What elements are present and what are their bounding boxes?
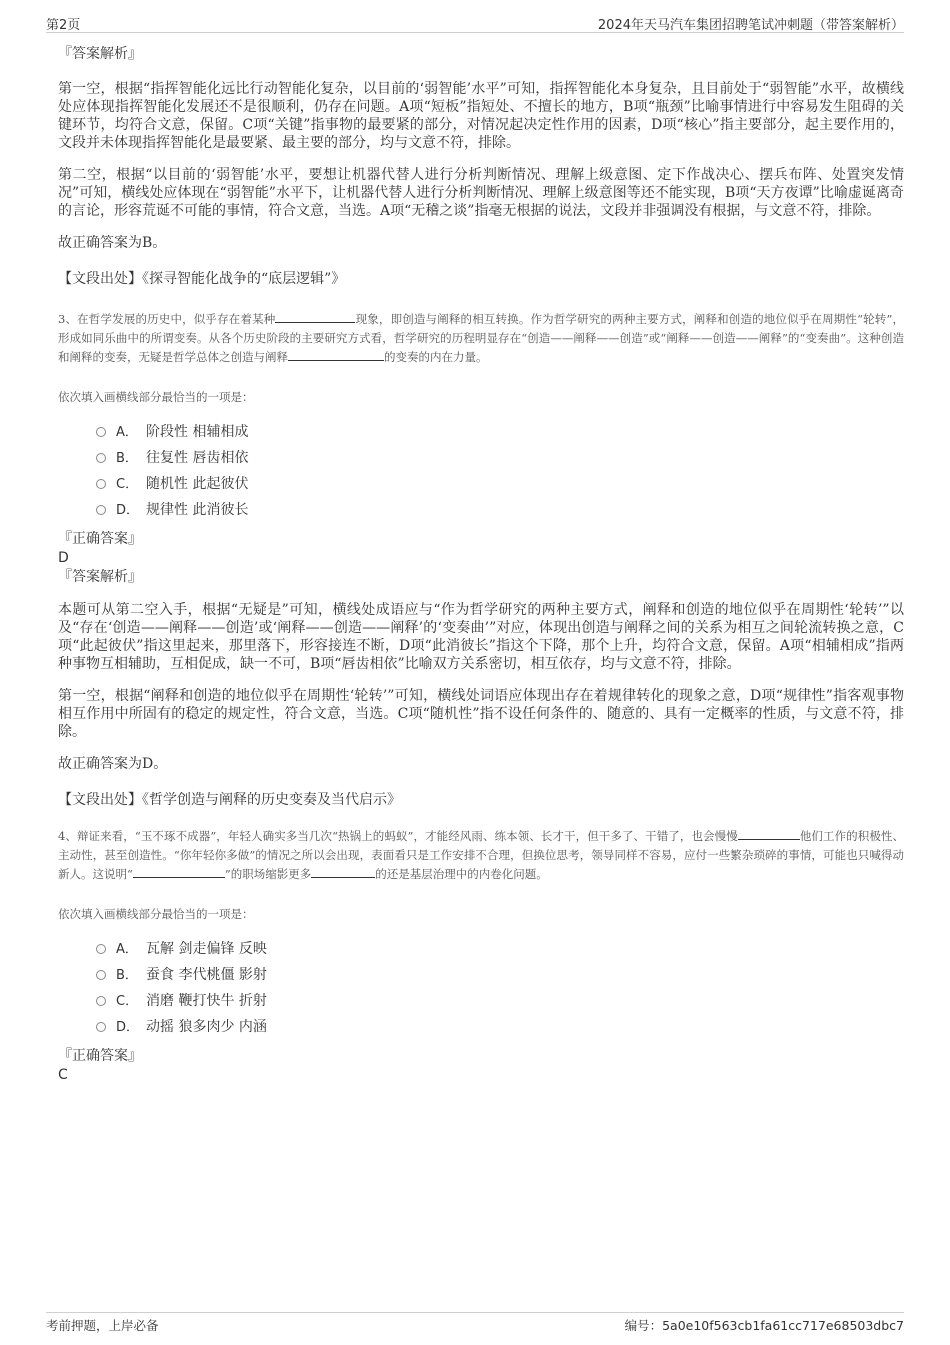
option-d[interactable]: D． 动摇 狼多肉少 内涵 bbox=[96, 1014, 904, 1040]
question-instruction: 依次填入画横线部分最恰当的一项是： bbox=[58, 390, 254, 404]
document-title: 2024年天马汽车集团招聘笔试冲刺题（带答案解析） bbox=[597, 18, 904, 33]
radio-button[interactable] bbox=[96, 479, 106, 489]
analysis-label: 『答案解析』 bbox=[58, 569, 142, 585]
option-a[interactable]: A． 阶段性 相辅相成 bbox=[96, 419, 904, 445]
radio-button[interactable] bbox=[96, 427, 106, 437]
question-3 bbox=[58, 310, 904, 809]
question-stem: 4、辩证来看，“玉不琢不成器”，年轻人确实多当几次“热锅上的蚂蚁”，才能经风雨、练本领、长才干，但干多了、干错了，也会慢慢 他们工作的积极性、主动性，甚至创造性。“你年轻你多做”的情况之所以会出现，表面看只是工作安排不合理，但换位思考，领导同样不容易，应付一些繁杂琐碎的事情，可能也只喊得动新人。这说明“ ”的职场缩影更多 的还是基层治理中的内卷化问题。 bbox=[58, 829, 905, 881]
blank-line bbox=[288, 348, 384, 361]
analysis-paragraph: 本题可从第二空入手，根据“无疑是”可知，横线处成语应与“作为哲学研究的两种主要方式，阐释和创造的地位似乎在周期性‘轮转’”以及“存在‘创造——阐释——创造’或‘阐释——创造——阐释’的‘变奏曲’”对应，体现出创造与阐释之间的关系为相互之间轮流转换之意，C项“此起彼伏”指这里起来，那里落下，形容接连不断，D项“此消彼长”指这个下降，那个上升，均符合文意，保留。A项“相辅相成”指两种事物互相辅助，互相促成，缺一不可，B项“唇齿相依”比喻双方关系密切，相互依存，均与文意不符，排除。 bbox=[58, 602, 904, 672]
source-citation: 【文段出处】《哲学创造与阐释的历史变奏及当代启示》 bbox=[58, 792, 401, 808]
blank-line bbox=[275, 310, 355, 323]
question-instruction: 依次填入画横线部分最恰当的一项是： bbox=[58, 907, 254, 921]
option-c[interactable]: C． 随机性 此起彼伏 bbox=[96, 471, 904, 497]
option-a[interactable]: A． 瓦解 剑走偏锋 反映 bbox=[96, 936, 904, 962]
correct-answer: D bbox=[58, 550, 69, 566]
radio-button[interactable] bbox=[96, 970, 106, 980]
page-number: 第2页 bbox=[46, 18, 81, 33]
analysis-label: 『答案解析』 bbox=[58, 46, 142, 62]
page-header bbox=[46, 12, 904, 33]
radio-button[interactable] bbox=[96, 996, 106, 1006]
analysis-paragraph: 第一空，根据“阐释和创造的地位似乎在周期性‘轮转’”可知，横线处词语应体现出存在着规律转化的现象之意，D项“规律性”指客观事物相互作用中所固有的稳定的规定性，符合文意，当选。C项“随机性”指不设任何条件的、随意的、具有一定概率的性质，与文意不符，排除。 bbox=[58, 688, 904, 740]
option-list bbox=[96, 936, 904, 1040]
blank-line bbox=[311, 865, 375, 878]
blank-line bbox=[133, 865, 225, 878]
option-b[interactable]: B． 往复性 唇齿相依 bbox=[96, 445, 904, 471]
analysis-paragraph: 第一空，根据“指挥智能化远比行动智能化复杂，以目前的‘弱智能’水平”可知，指挥智能化本身复杂，且目前处于“弱智能”水平，故横线处应体现指挥智能化发展还不是很顺利，仍存在问题。A项“短板”指短处、不擅长的地方，B项“瓶颈”比喻事情进行中容易发生阻碍的关键环节，均符合文意，保留。C项“关键”指事物的最要紧的部分，对情况起决定性作用的因素，D项“核心”指主要部分，起主要作用的，文段并未体现指挥智能化是最要紧、最主要的部分，均与文意不符，排除。 bbox=[58, 81, 904, 151]
option-b[interactable]: B． 蚕食 李代桃僵 影射 bbox=[96, 962, 904, 988]
document-body bbox=[58, 44, 904, 1084]
source-citation: 【文段出处】《探寻智能化战争的“底层逻辑”》 bbox=[58, 271, 346, 287]
correct-answer-label: 『正确答案』 bbox=[58, 531, 142, 547]
analysis-paragraph: 第二空，根据“以目前的‘弱智能’水平，要想让机器代替人进行分析判断情况、理解上级意图、定下作战决心、摆兵布阵、处置突发情况”可知，横线处应体现在“弱智能”水平下，让机器代替人进行分析判断情况、理解上级意图等还不能实现，B项“天方夜谭”比喻虚诞离奇的言论，形容荒诞不可能的事情，符合文意，当选。A项“无稽之谈”指毫无根据的说法，文段并非强调没有根据，与文意不符，排除。 bbox=[58, 167, 904, 219]
option-d[interactable]: D． 规律性 此消彼长 bbox=[96, 497, 904, 523]
question-4 bbox=[58, 827, 904, 1084]
conclusion: 故正确答案为D。 bbox=[58, 756, 168, 772]
blank-line bbox=[738, 827, 800, 840]
correct-answer: C bbox=[58, 1067, 68, 1083]
radio-button[interactable] bbox=[96, 944, 106, 954]
radio-button[interactable] bbox=[96, 505, 106, 515]
footer-slogan: 考前押题，上岸必备 bbox=[46, 1318, 159, 1333]
option-list bbox=[96, 419, 904, 523]
conclusion: 故正确答案为B。 bbox=[58, 235, 167, 251]
option-c[interactable]: C． 消磨 鞭打快牛 折射 bbox=[96, 988, 904, 1014]
page-footer bbox=[46, 1312, 904, 1335]
document-code: 编号：5a0e10f563cb1fa61cc717e68503dbc7 bbox=[624, 1318, 904, 1333]
radio-button[interactable] bbox=[96, 1022, 106, 1032]
radio-button[interactable] bbox=[96, 453, 106, 463]
correct-answer-label: 『正确答案』 bbox=[58, 1048, 142, 1064]
question-stem: 3、在哲学发展的历史中，似乎存在着某种 现象，即创造与阐释的相互转换。作为哲学研究的两种主要方式，阐释和创造的地位似乎在周期性“轮转”，形成如同乐曲中的所谓变奏。从各个历史阶段的主要研究方式看，哲学研究的历程明显存在“创造——阐释——创造”或“阐释——创造——阐释”的“变奏曲”。这种创造和阐释的变奏，无疑是哲学总体之创造与阐释 的变奏的内在力量。 bbox=[58, 312, 904, 364]
